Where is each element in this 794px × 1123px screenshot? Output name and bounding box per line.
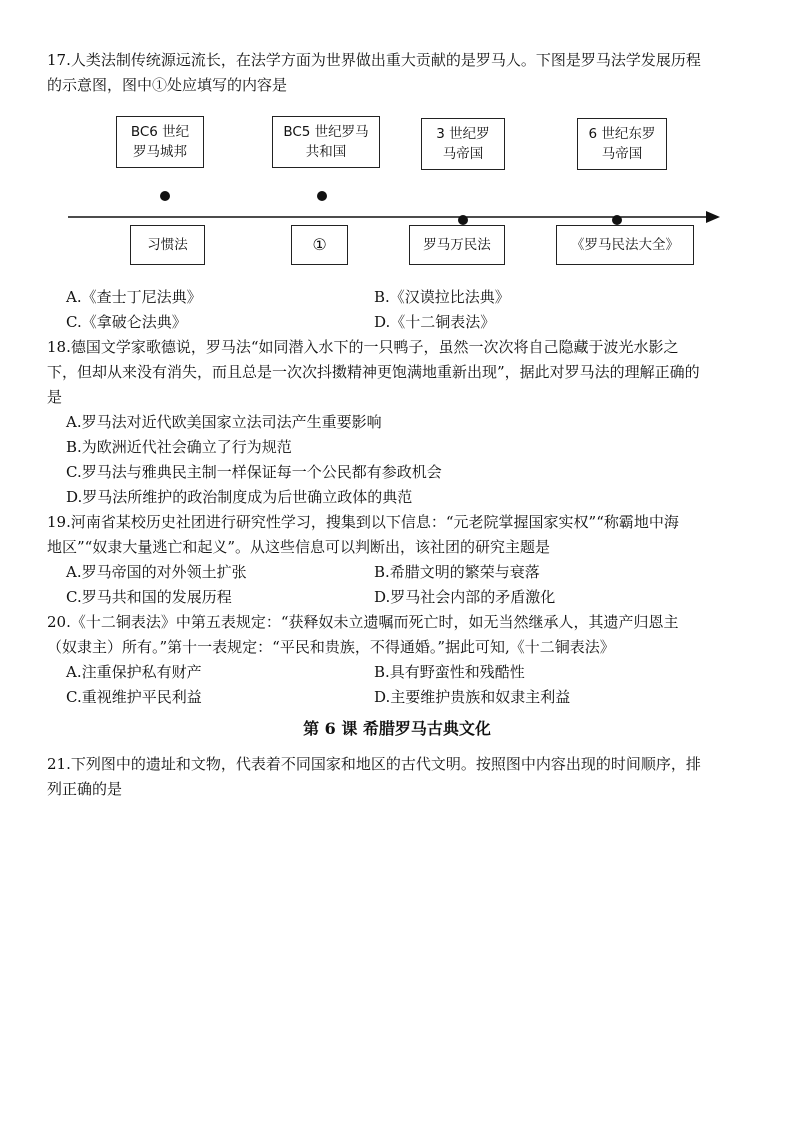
q18-option-a[interactable]: A.罗马法对近代欧美国家立法司法产生重要影响 bbox=[66, 413, 382, 431]
q20-option-d[interactable]: D.主要维护贵族和奴隶主利益 bbox=[374, 688, 571, 706]
q19-option-c[interactable]: C.罗马共和国的发展历程 bbox=[66, 588, 232, 606]
q18-stem-line1: 18.德国文学家歌德说，罗马法“如同潜入水下的一只鸭子，虽然一次次将自己隐藏于波光水影之 bbox=[47, 338, 679, 356]
q17-stem-line2: 的示意图，图中①处应填写的内容是 bbox=[47, 76, 288, 94]
q18-option-c[interactable]: C.罗马法与雅典民主制一样保证每一个公民都有参政机会 bbox=[66, 463, 442, 481]
q19-stem-line2: 地区”“奴隶大量逃亡和起义”。从这些信息可以判断出，该社团的研究主题是 bbox=[47, 538, 551, 556]
q19-option-b[interactable]: B.希腊文明的繁荣与衰落 bbox=[374, 563, 540, 581]
q20-stem-line2: （奴隶主）所有。”第十一表规定：“平民和贵族，不得通婚。”据此可知,《十二铜表法》 bbox=[47, 638, 615, 656]
q20-option-c[interactable]: C.重视维护平民利益 bbox=[66, 688, 202, 706]
law-box-customary: 习惯法 bbox=[130, 225, 205, 265]
timeline-arrowhead bbox=[706, 211, 720, 223]
q19-option-a[interactable]: A.罗马帝国的对外领土扩张 bbox=[66, 563, 247, 581]
q19-stem-line1: 19.河南省某校历史社团进行研究性学习，搜集到以下信息：“元老院掌握国家实权”“称霸地中海 bbox=[47, 513, 679, 531]
q17-option-d[interactable]: D.《十二铜表法》 bbox=[374, 313, 496, 331]
timeline-dot bbox=[317, 191, 327, 201]
period-box-3rd-century: 3 世纪罗 马帝国 bbox=[421, 118, 505, 170]
q21-stem-line1: 21.下列图中的遗址和文物，代表着不同国家和地区的古代文明。按照图中内容出现的时间顺序，排 bbox=[47, 755, 701, 773]
q17-stem-line1: 17.人类法制传统源远流长，在法学方面为世界做出重大贡献的是罗马人。下图是罗马法学发展历程 bbox=[47, 51, 701, 69]
q17-option-b[interactable]: B.《汉谟拉比法典》 bbox=[374, 288, 510, 306]
q18-option-b[interactable]: B.为欧洲近代社会确立了行为规范 bbox=[66, 438, 292, 456]
q18-stem-line3: 是 bbox=[47, 388, 63, 406]
q20-option-a[interactable]: A.注重保护私有财产 bbox=[66, 663, 202, 681]
lesson-heading: 第 6 课 希腊罗马古典文化 bbox=[303, 719, 491, 738]
q20-stem-line1: 20.《十二铜表法》中第五表规定：“获释奴未立遗嘱而死亡时，如无当然继承人，其遗产归恩主 bbox=[47, 613, 679, 631]
q21-stem-line2: 列正确的是 bbox=[47, 780, 123, 798]
q20-option-b[interactable]: B.具有野蛮性和残酷性 bbox=[374, 663, 525, 681]
q18-option-d[interactable]: D.罗马法所维护的政治制度成为后世确立政体的典范 bbox=[66, 488, 413, 506]
period-box-6th-century: 6 世纪东罗 马帝国 bbox=[577, 118, 667, 170]
period-box-bc6: BC6 世纪 罗马城邦 bbox=[116, 116, 204, 168]
period-box-bc5: BC5 世纪罗马 共和国 bbox=[272, 116, 380, 168]
q17-option-c[interactable]: C.《拿破仑法典》 bbox=[66, 313, 187, 331]
timeline-dot bbox=[160, 191, 170, 201]
law-box-jus-gentium: 罗马万民法 bbox=[409, 225, 505, 265]
q19-option-d[interactable]: D.罗马社会内部的矛盾激化 bbox=[374, 588, 556, 606]
q18-stem-line2: 下，但却从来没有消失，而且总是一次次抖擞精神更饱满地重新出现”，据此对罗马法的理解正确的 bbox=[47, 363, 700, 381]
law-box-corpus-juris: 《罗马民法大全》 bbox=[556, 225, 694, 265]
law-box-blank-1: ① bbox=[291, 225, 348, 265]
q17-option-a[interactable]: A.《查士丁尼法典》 bbox=[66, 288, 202, 306]
timeline-dot bbox=[612, 215, 622, 225]
timeline-dot bbox=[458, 215, 468, 225]
